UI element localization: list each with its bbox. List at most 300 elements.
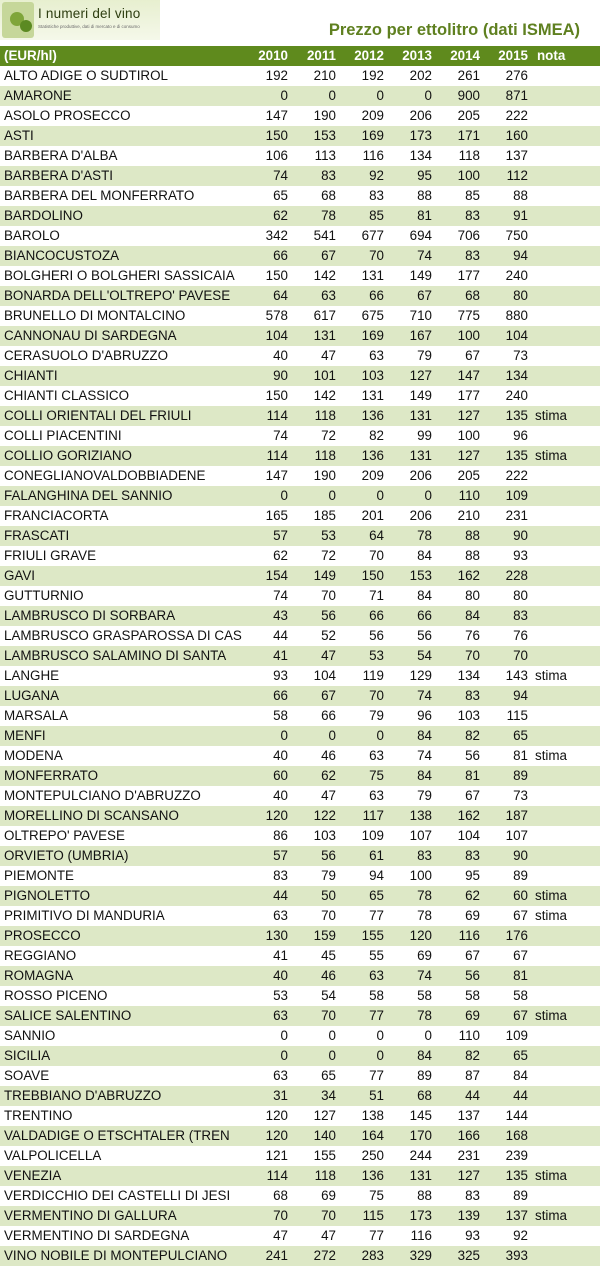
price-cell: 149 xyxy=(409,388,432,403)
price-cell: 150 xyxy=(361,568,384,583)
table-row xyxy=(0,386,600,406)
table-row xyxy=(0,806,600,826)
wine-name-cell: SICILIA xyxy=(4,1048,51,1063)
note-cell xyxy=(530,986,598,1006)
price-cell: 0 xyxy=(328,1048,336,1063)
price-cell: 325 xyxy=(457,1248,480,1263)
price-cell: 176 xyxy=(505,928,528,943)
note-cell xyxy=(530,426,598,446)
price-cell: 112 xyxy=(506,168,528,183)
price-cell: 0 xyxy=(280,88,288,103)
wine-name-cell: CONEGLIANOVALDOBBIADENE xyxy=(4,468,206,483)
wine-name-cell: BONARDA DELL'OLTREPO' PAVESE xyxy=(4,288,231,303)
price-cell: 67 xyxy=(513,1008,528,1023)
price-cell: 244 xyxy=(409,1148,432,1163)
note-cell xyxy=(530,466,598,486)
price-cell: 41 xyxy=(273,648,288,663)
price-cell: 116 xyxy=(410,1228,432,1243)
table-row xyxy=(0,446,600,466)
price-cell: 92 xyxy=(369,168,384,183)
wine-name-cell: PROSECCO xyxy=(4,928,81,943)
price-cell: 84 xyxy=(417,1048,432,1063)
price-cell: 206 xyxy=(409,468,432,483)
price-cell: 80 xyxy=(513,588,528,603)
price-cell: 116 xyxy=(458,928,480,943)
note-cell: stima xyxy=(535,888,567,903)
price-cell: 75 xyxy=(369,768,384,783)
price-cell: 155 xyxy=(313,1148,336,1163)
wine-name-cell: BOLGHERI O BOLGHERI SASSICAIA xyxy=(4,268,235,283)
price-cell: 63 xyxy=(369,968,384,983)
price-cell: 110 xyxy=(458,488,480,503)
price-cell: 63 xyxy=(273,908,288,923)
price-cell: 0 xyxy=(328,1028,336,1043)
price-cell: 90 xyxy=(513,848,528,863)
wine-name-cell: VENEZIA xyxy=(4,1168,62,1183)
note-cell xyxy=(530,266,598,286)
table-row xyxy=(0,746,600,766)
price-cell: 84 xyxy=(417,588,432,603)
wine-name-cell: VERDICCHIO DEI CASTELLI DI JESI xyxy=(4,1188,231,1203)
table-row xyxy=(0,1166,600,1186)
price-cell: 240 xyxy=(505,388,528,403)
wine-name-cell: BARDOLINO xyxy=(4,208,83,223)
price-cell: 250 xyxy=(361,1148,384,1163)
wine-name-cell: BRUNELLO DI MONTALCINO xyxy=(4,308,186,323)
price-cell: 85 xyxy=(465,188,480,203)
price-cell: 206 xyxy=(409,508,432,523)
price-cell: 136 xyxy=(361,448,384,463)
price-cell: 143 xyxy=(505,668,528,683)
price-cell: 88 xyxy=(513,188,528,203)
table-row xyxy=(0,986,600,1006)
price-cell: 109 xyxy=(361,828,384,843)
price-cell: 81 xyxy=(465,768,480,783)
price-cell: 93 xyxy=(513,548,528,563)
price-cell: 750 xyxy=(505,228,528,243)
wine-name-cell: COLLI ORIENTALI DEL FRIULI xyxy=(4,408,192,423)
wine-name-cell: SALICE SALENTINO xyxy=(4,1008,132,1023)
wine-name-cell: MONTEPULCIANO D'ABRUZZO xyxy=(4,788,201,803)
price-cell: 70 xyxy=(321,588,336,603)
wine-name-cell: BARBERA D'ALBA xyxy=(4,148,118,163)
price-cell: 68 xyxy=(417,1088,432,1103)
price-cell: 142 xyxy=(313,268,336,283)
price-cell: 139 xyxy=(457,1208,480,1223)
price-cell: 113 xyxy=(314,148,336,163)
price-cell: 222 xyxy=(505,108,528,123)
table-row xyxy=(0,486,600,506)
price-cell: 138 xyxy=(409,808,432,823)
price-cell: 231 xyxy=(505,508,528,523)
table-row xyxy=(0,886,600,906)
price-cell: 0 xyxy=(424,488,432,503)
table-row xyxy=(0,1026,600,1046)
price-cell: 79 xyxy=(369,708,384,723)
price-cell: 283 xyxy=(361,1248,384,1263)
price-cell: 63 xyxy=(369,348,384,363)
price-cell: 209 xyxy=(361,108,384,123)
price-cell: 342 xyxy=(265,228,288,243)
table-row xyxy=(0,866,600,886)
price-cell: 127 xyxy=(457,408,480,423)
table-row xyxy=(0,1206,600,1226)
price-cell: 127 xyxy=(313,1108,336,1123)
wine-name-cell: ASOLO PROSECCO xyxy=(4,108,131,123)
note-cell xyxy=(530,226,598,246)
price-cell: 261 xyxy=(457,68,480,83)
note-cell xyxy=(530,566,598,586)
price-cell: 46 xyxy=(321,968,336,983)
price-cell: 115 xyxy=(506,708,528,723)
column-header-nota: nota xyxy=(537,48,566,63)
wine-name-cell: REGGIANO xyxy=(4,948,77,963)
price-cell: 76 xyxy=(513,628,528,643)
price-cell: 145 xyxy=(409,1108,432,1123)
table-row xyxy=(0,626,600,646)
price-cell: 69 xyxy=(321,1188,336,1203)
wine-name-cell: GAVI xyxy=(4,568,36,583)
note-cell: stima xyxy=(535,908,567,923)
price-cell: 329 xyxy=(409,1248,432,1263)
table-row xyxy=(0,246,600,266)
note-cell xyxy=(530,286,598,306)
price-cell: 0 xyxy=(328,88,336,103)
table-row xyxy=(0,906,600,926)
table-row xyxy=(0,786,600,806)
table-row xyxy=(0,1186,600,1206)
price-cell: 710 xyxy=(409,308,432,323)
price-cell: 169 xyxy=(361,328,384,343)
note-cell: stima xyxy=(535,448,567,463)
price-cell: 69 xyxy=(417,948,432,963)
table-row xyxy=(0,846,600,866)
price-cell: 84 xyxy=(465,608,480,623)
price-cell: 127 xyxy=(409,368,432,383)
price-cell: 155 xyxy=(361,928,384,943)
table-row xyxy=(0,1126,600,1146)
price-cell: 0 xyxy=(424,1028,432,1043)
note-cell xyxy=(530,326,598,346)
note-cell xyxy=(530,946,598,966)
price-cell: 65 xyxy=(273,188,288,203)
price-cell: 83 xyxy=(417,848,432,863)
price-cell: 541 xyxy=(313,228,336,243)
note-cell xyxy=(530,1066,598,1086)
wine-name-cell: SOAVE xyxy=(4,1068,50,1083)
table-row xyxy=(0,946,600,966)
price-cell: 94 xyxy=(513,248,528,263)
price-cell: 58 xyxy=(513,988,528,1003)
price-cell: 222 xyxy=(505,468,528,483)
table-row xyxy=(0,926,600,946)
price-cell: 177 xyxy=(457,388,480,403)
price-cell: 60 xyxy=(513,888,528,903)
price-cell: 94 xyxy=(513,688,528,703)
price-cell: 109 xyxy=(505,488,528,503)
wine-name-cell: BAROLO xyxy=(4,228,60,243)
price-cell: 147 xyxy=(265,108,288,123)
price-cell: 81 xyxy=(417,208,432,223)
price-cell: 58 xyxy=(369,988,384,1003)
price-cell: 137 xyxy=(505,1208,528,1223)
price-cell: 103 xyxy=(457,708,480,723)
table-row xyxy=(0,166,600,186)
price-cell: 55 xyxy=(369,948,384,963)
column-header-unit: (EUR/hl) xyxy=(4,48,57,63)
price-cell: 74 xyxy=(417,968,432,983)
wine-name-cell: LAMBRUSCO GRASPAROSSA DI CAS xyxy=(4,628,242,643)
note-cell: stima xyxy=(535,1168,567,1183)
price-cell: 66 xyxy=(273,688,288,703)
price-cell: 154 xyxy=(265,568,288,583)
price-cell: 90 xyxy=(273,368,288,383)
wine-name-cell: LANGHE xyxy=(4,668,60,683)
price-cell: 84 xyxy=(417,728,432,743)
price-cell: 47 xyxy=(321,648,336,663)
note-cell xyxy=(530,146,598,166)
price-cell: 131 xyxy=(409,408,432,423)
price-cell: 60 xyxy=(273,768,288,783)
price-cell: 83 xyxy=(513,608,528,623)
price-cell: 82 xyxy=(369,428,384,443)
note-cell xyxy=(530,1086,598,1106)
price-cell: 47 xyxy=(321,1228,336,1243)
price-cell: 44 xyxy=(273,628,288,643)
price-cell: 119 xyxy=(362,668,384,683)
table-row xyxy=(0,206,600,226)
price-cell: 72 xyxy=(321,428,336,443)
wine-name-cell: COLLIO GORIZIANO xyxy=(4,448,132,463)
note-cell xyxy=(530,1186,598,1206)
price-cell: 138 xyxy=(361,1108,384,1123)
table-row xyxy=(0,726,600,746)
price-cell: 73 xyxy=(513,348,528,363)
price-cell: 272 xyxy=(313,1248,336,1263)
wine-name-cell: GUTTURNIO xyxy=(4,588,84,603)
price-cell: 0 xyxy=(280,728,288,743)
price-cell: 72 xyxy=(321,548,336,563)
note-cell: stima xyxy=(535,1208,567,1223)
price-cell: 160 xyxy=(505,128,528,143)
note-cell: stima xyxy=(535,748,567,763)
price-cell: 169 xyxy=(361,128,384,143)
wine-name-cell: ROSSO PICENO xyxy=(4,988,108,1003)
price-cell: 164 xyxy=(361,1128,384,1143)
price-cell: 142 xyxy=(313,388,336,403)
price-cell: 96 xyxy=(513,428,528,443)
price-cell: 241 xyxy=(265,1248,288,1263)
table-row xyxy=(0,1106,600,1126)
price-cell: 131 xyxy=(409,1168,432,1183)
table-row xyxy=(0,506,600,526)
price-cell: 67 xyxy=(321,248,336,263)
price-cell: 0 xyxy=(280,488,288,503)
column-header-2015: 2015 xyxy=(498,48,528,63)
wine-name-cell: MARSALA xyxy=(4,708,68,723)
price-cell: 77 xyxy=(369,908,384,923)
price-cell: 99 xyxy=(417,428,432,443)
table-row xyxy=(0,1046,600,1066)
price-cell: 103 xyxy=(313,828,336,843)
page-title: Prezzo per ettolitro (dati ISMEA) xyxy=(328,21,580,39)
price-cell: 63 xyxy=(273,1068,288,1083)
price-cell: 134 xyxy=(457,668,480,683)
price-cell: 63 xyxy=(273,1008,288,1023)
note-cell xyxy=(530,1046,598,1066)
price-cell: 706 xyxy=(457,228,480,243)
note-cell xyxy=(530,866,598,886)
wine-name-cell: ORVIETO (UMBRIA) xyxy=(4,848,129,863)
price-cell: 67 xyxy=(321,688,336,703)
price-cell: 83 xyxy=(321,168,336,183)
table-row xyxy=(0,566,600,586)
price-cell: 73 xyxy=(513,788,528,803)
table-row xyxy=(0,606,600,626)
price-cell: 44 xyxy=(513,1088,528,1103)
price-cell: 51 xyxy=(369,1088,384,1103)
price-cell: 210 xyxy=(457,508,480,523)
price-cell: 96 xyxy=(417,708,432,723)
price-cell: 74 xyxy=(273,588,288,603)
price-cell: 70 xyxy=(321,908,336,923)
price-cell: 78 xyxy=(417,888,432,903)
table-row xyxy=(0,466,600,486)
price-cell: 45 xyxy=(321,948,336,963)
price-cell: 65 xyxy=(369,888,384,903)
price-cell: 43 xyxy=(273,608,288,623)
price-cell: 67 xyxy=(417,288,432,303)
price-cell: 137 xyxy=(457,1108,480,1123)
note-cell xyxy=(530,86,598,106)
price-cell: 44 xyxy=(273,888,288,903)
price-cell: 31 xyxy=(273,1088,288,1103)
price-cell: 173 xyxy=(409,128,432,143)
price-cell: 47 xyxy=(273,1228,288,1243)
price-cell: 0 xyxy=(424,88,432,103)
wine-name-cell: FRASCATI xyxy=(4,528,70,543)
wine-name-cell: OLTREPO' PAVESE xyxy=(4,828,125,843)
wine-name-cell: CANNONAU DI SARDEGNA xyxy=(4,328,177,343)
price-cell: 100 xyxy=(409,868,432,883)
price-cell: 0 xyxy=(328,488,336,503)
price-cell: 150 xyxy=(265,388,288,403)
price-cell: 69 xyxy=(465,908,480,923)
price-cell: 0 xyxy=(280,1028,288,1043)
note-cell xyxy=(530,926,598,946)
price-cell: 77 xyxy=(369,1228,384,1243)
price-cell: 79 xyxy=(321,868,336,883)
note-cell xyxy=(530,786,598,806)
price-cell: 147 xyxy=(265,468,288,483)
price-cell: 83 xyxy=(273,868,288,883)
price-cell: 0 xyxy=(376,488,384,503)
price-cell: 74 xyxy=(417,248,432,263)
price-cell: 79 xyxy=(417,788,432,803)
price-cell: 94 xyxy=(369,868,384,883)
price-cell: 209 xyxy=(361,468,384,483)
note-cell xyxy=(530,1226,598,1246)
price-cell: 210 xyxy=(313,68,336,83)
price-cell: 83 xyxy=(465,848,480,863)
wine-name-cell: VERMENTINO DI GALLURA xyxy=(4,1208,177,1223)
price-cell: 93 xyxy=(465,1228,480,1243)
price-cell: 56 xyxy=(417,628,432,643)
price-cell: 44 xyxy=(465,1088,480,1103)
price-cell: 202 xyxy=(409,68,432,83)
table-row xyxy=(0,66,600,86)
price-cell: 107 xyxy=(505,828,528,843)
price-cell: 67 xyxy=(513,948,528,963)
price-cell: 66 xyxy=(369,288,384,303)
table-row xyxy=(0,826,600,846)
price-cell: 63 xyxy=(369,748,384,763)
table-row xyxy=(0,366,600,386)
price-cell: 47 xyxy=(321,788,336,803)
price-cell: 68 xyxy=(273,1188,288,1203)
table-row xyxy=(0,666,600,686)
price-cell: 70 xyxy=(273,1208,288,1223)
table-row xyxy=(0,1086,600,1106)
price-cell: 93 xyxy=(273,668,288,683)
price-cell: 81 xyxy=(513,748,528,763)
price-cell: 104 xyxy=(265,328,288,343)
price-cell: 70 xyxy=(369,688,384,703)
note-cell xyxy=(530,366,598,386)
price-cell: 91 xyxy=(513,208,528,223)
wine-name-cell: FRIULI GRAVE xyxy=(4,548,97,563)
price-cell: 110 xyxy=(458,1028,480,1043)
price-cell: 131 xyxy=(361,388,384,403)
wine-name-cell: FRANCIACORTA xyxy=(4,508,109,523)
price-cell: 40 xyxy=(273,968,288,983)
price-cell: 63 xyxy=(369,788,384,803)
table-row xyxy=(0,186,600,206)
price-cell: 192 xyxy=(265,68,288,83)
price-cell: 0 xyxy=(328,728,336,743)
price-cell: 100 xyxy=(457,428,480,443)
price-cell: 69 xyxy=(465,1008,480,1023)
price-cell: 83 xyxy=(465,248,480,263)
note-cell xyxy=(530,126,598,146)
price-cell: 56 xyxy=(465,968,480,983)
price-cell: 58 xyxy=(273,708,288,723)
price-cell: 129 xyxy=(409,668,432,683)
note-cell xyxy=(530,966,598,986)
column-header-2010: 2010 xyxy=(258,48,288,63)
price-cell: 40 xyxy=(273,748,288,763)
wine-name-cell: TREBBIANO D'ABRUZZO xyxy=(4,1088,162,1103)
price-cell: 78 xyxy=(417,908,432,923)
price-cell: 190 xyxy=(313,468,336,483)
price-cell: 70 xyxy=(369,548,384,563)
note-cell: stima xyxy=(535,668,567,683)
price-cell: 120 xyxy=(265,1128,288,1143)
table-row xyxy=(0,646,600,666)
price-cell: 871 xyxy=(505,88,528,103)
price-cell: 171 xyxy=(457,128,480,143)
table-row xyxy=(0,686,600,706)
price-cell: 54 xyxy=(321,988,336,1003)
price-cell: 694 xyxy=(409,228,432,243)
price-cell: 84 xyxy=(417,548,432,563)
price-cell: 83 xyxy=(465,688,480,703)
price-cell: 84 xyxy=(417,768,432,783)
price-cell: 87 xyxy=(465,1068,480,1083)
price-cell: 53 xyxy=(369,648,384,663)
logo-title: I numeri del vino xyxy=(38,6,141,21)
table-row xyxy=(0,306,600,326)
